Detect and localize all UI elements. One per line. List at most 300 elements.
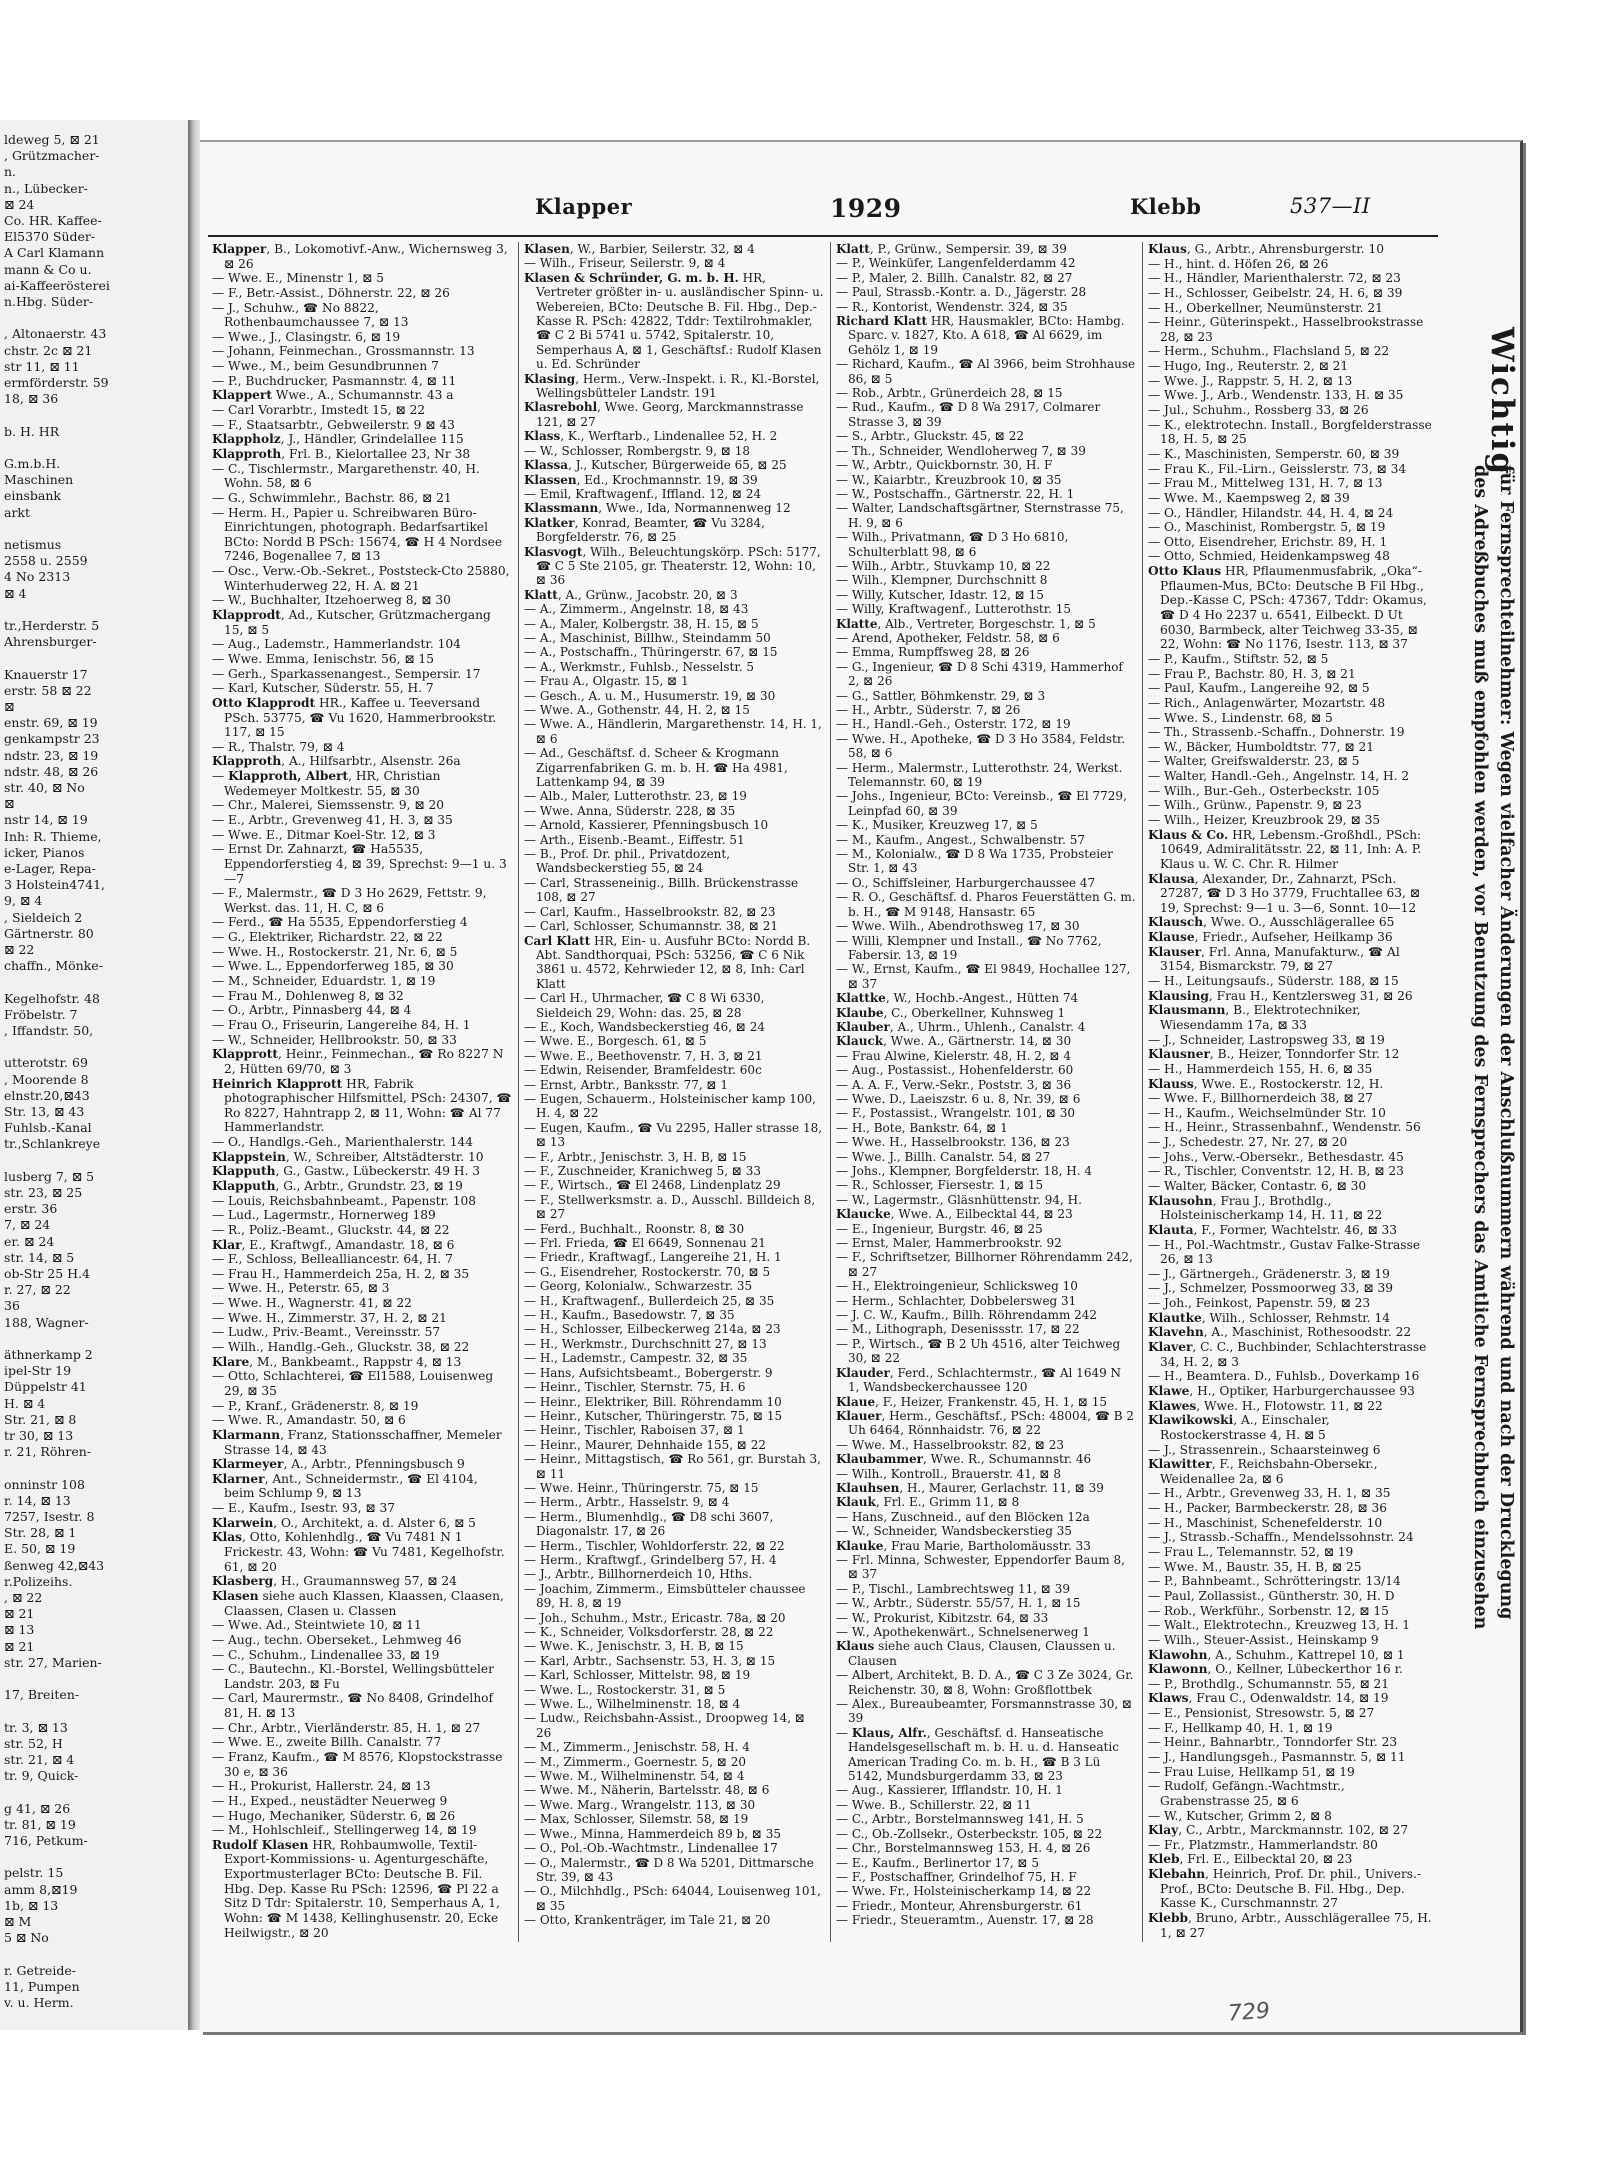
directory-entry: — M., Hohlschleif., Stellingerweg 14, ⊠ 19 [212,1823,477,1838]
directory-entry: — F., Zuschneider, Kranichweg 5, ⊠ 33 [524,1164,762,1178]
directory-entry: — Wwe., Minna, Hammerdeich 89 b, ⊠ 35 [524,1826,781,1841]
previous-page-line: , Moorende 8 [4,1071,89,1087]
directory-entry: — M., Schneider, Eduardstr. 1, ⊠ 19 [212,974,436,989]
previous-page-line: 3 Holstein4741, [4,877,106,893]
directory-entry: — H., Kraftwagenf., Bullerdeich 25, ⊠ 35 [524,1293,775,1308]
directory-entry: — Wwe. L., Rostockerstr. 31, ⊠ 5 [524,1682,726,1697]
previous-page-line: E. 50, ⊠ 19 [4,1541,76,1557]
directory-entry: — Wwe. E., Borgesch. 61, ⊠ 5 [524,1034,707,1049]
directory-entry: Klapputh, G., Arbtr., Grundstr. 23, ⊠ 19 [212,1179,463,1193]
directory-entry: — Wwe. E., zweite Billh. Canalstr. 77 [212,1735,442,1750]
directory-entry: — Wwe. A., Gothenstr. 44, H. 2, ⊠ 15 [524,703,750,717]
directory-entry: — W., Schneider, Wandsbeckerstieg 35 [836,1524,1072,1539]
directory-entry: — C., Tischlermstr., Margarethenstr. 40, H. Wohn. 58, ⊠ 6 [212,461,480,491]
previous-page-line: Kegelhofstr. 48 [4,990,100,1006]
directory-entry: — Frau L., Telemannstr. 52, ⊠ 19 [1148,1545,1354,1560]
directory-entry: — Joh., Schuhm., Mstr., Ericastr. 78a, ⊠ 20 [524,1610,786,1625]
directory-entry: — Friedr., Monteur, Ahrensburgerstr. 61 [836,1898,1083,1913]
directory-entry: — Joachim, Zimmerm., Eimsbütteler chaussee 89, H. 8, ⊠ 19 [524,1581,806,1611]
directory-entry: — Wwe. S., Lindenstr. 68, ⊠ 5 [1148,710,1333,725]
previous-page-line: äthnerkamp 2 [4,1347,93,1362]
directory-entry: — O., Pol.-Ob.-Wachtmstr., Lindenallee 17 [524,1841,778,1856]
directory-entry: — Frau Luise, Hellkamp 51, ⊠ 19 [1148,1764,1355,1779]
directory-entry: — Ernst, Arbtr., Banksstr. 77, ⊠ 1 [524,1077,728,1092]
previous-page-line: elnstr.20,⊠43 [4,1087,90,1103]
directory-entry: Klappholz, J., Händler, Grindelallee 115 [212,432,464,447]
previous-page-line: Inh: R. Thieme, [4,828,102,844]
directory-entry: — Eugen, Kaufm., ☎ Vu 2295, Haller strasse 18, ⊠ 13 [524,1120,823,1150]
directory-entry: — Carl, Kaufm., Hasselbrookstr. 82, ⊠ 23 [524,904,776,919]
book-gutter [188,120,200,2030]
previous-page-line: ⊠ 24 [4,196,35,212]
directory-entry: — C., Schuhm., Lindenallee 33, ⊠ 19 [212,1647,440,1662]
directory-entry: Klasrebohl, Wwe. Georg, Marckmannstrasse 121, ⊠ 27 [524,400,804,429]
directory-entry: — Klapproth, Albert, HR, Christian Wedemeyer Moltkestr. 55, ⊠ 30 [212,769,441,798]
directory-entry: — G., Schwimmlehr., Bachstr. 86, ⊠ 21 [212,490,452,505]
directory-entry: — Fr., Platzmstr., Hammerlandstr. 80 [1148,1837,1378,1852]
directory-entry: — O., Händler, Hilandstr. 44, H. 4, ⊠ 24 [1148,505,1394,520]
previous-page-line: n., Lübecker- [4,180,88,196]
directory-entry: — Wwe. M., Kaempsweg 2, ⊠ 39 [1148,490,1350,505]
directory-entry: Klausa, Alexander, Dr., Zahnarzt, PSch. 27287, ☎ D 3 Ho 3779, Fruchtallee 63, ⊠ 19, Sprechst: 9—1 u. 3—6, Sonnt. 10—12 [1148,871,1420,915]
entries-column-1 [212,242,512,1942]
previous-page-line: n. [4,164,17,180]
directory-entry: Klauder, Ferd., Schlachtermstr., ☎ Al 1649 N 1, Wandsbeckerchaussee 120 [836,1365,1122,1395]
directory-entry: — Wwe. R., Amandastr. 50, ⊠ 6 [212,1413,406,1428]
directory-entry: — J., Arbtr., Billhornerdeich 10, Hths. [524,1567,753,1582]
directory-entry: — Arnold, Kassierer, Pfenningsbusch 10 [524,818,769,833]
directory-entry: Klapprott, Heinr., Feinmechan., ☎ Ro 8227 N 2, Hütten 69/70, ⊠ 3 [212,1047,504,1076]
directory-entry: — Karl, Kutscher, Süderstr. 55, H. 7 [212,681,434,696]
directory-entry: Klarwein, O., Architekt, a. d. Alster 6, ⊠ 5 [212,1515,476,1530]
directory-entry: — Wilh., Friseur, Seilerstr. 9, ⊠ 4 [524,256,726,271]
previous-page-line: chaffn., Mönke- [4,958,103,974]
directory-entry: — Gerh., Sparkassenangest., Sempersir. 17 [212,666,481,681]
directory-entry: Klebahn, Heinrich, Prof. Dr. phil., Univers.-Prof., BCto: Deutsche B. Fil. Hbg., Dep. Kasse K., Curschmannstr. 27 [1148,1867,1422,1911]
directory-entry: — F., Hellkamp 40, H. 1, ⊠ 19 [1148,1720,1333,1735]
directory-entry: — O., Malermstr., ☎ D 8 Wa 5201, Dittmarsche Str. 39, ⊠ 43 [524,1855,814,1884]
directory-entry: — Johs., Ingenieur, BCto: Vereinsb., ☎ El 7729, Leinpfad 60, ⊠ 39 [836,789,1127,818]
directory-entry: — H., Handl.-Geh., Osterstr. 172, ⊠ 19 [836,717,1071,732]
previous-page-line: chstr. 2c ⊠ 21 [4,342,93,358]
directory-entry: — H., Schlosser, Eilbeckerweg 214a, ⊠ 23 [524,1322,781,1337]
directory-entry: — Wwe. J., Arb., Wendenstr. 133, H. ⊠ 35 [1148,388,1404,403]
directory-entry: — Herm. H., Papier u. Schreibwaren Büro-Einrichtungen, photograph. Bedarfsartikel BCto: Nordd B PSch: 15674, ☎ H 4 Nordsee 7246, Bogenallee 7, ⊠ 13 [212,505,503,564]
directory-entry: Klaubammer, Wwe. R., Schumannstr. 46 [836,1452,1092,1467]
previous-page-line: , Altonaerstr. 43 [4,326,107,342]
previous-page-line: 2558 u. 2559 [4,553,88,569]
directory-entry: — Friedr., Kraftwagf., Langereihe 21, H. 1 [524,1250,782,1265]
directory-entry: Klapproth, Frl. B., Kielortallee 23, Nr 38 [212,446,471,461]
directory-entry: — Walter, Landschaftsgärtner, Sternstrasse 75, H. 9, ⊠ 6 [836,501,1124,530]
directory-entry: — Wwe. H., Hasselbrookstr. 136, ⊠ 23 [836,1135,1070,1150]
directory-entry: — F., Staatsarbtr., Gebweilerstr. 9 ⊠ 43 [212,417,455,432]
directory-entry: Klauck, Wwe. A., Gärtnerstr. 14, ⊠ 30 [836,1034,1072,1049]
directory-entry: Klauber, A., Uhrm., Uhlenh., Canalstr. 4 [836,1019,1086,1034]
directory-entry: Klarner, Ant., Schneidermstr., ☎ El 4104, beim Schlump 9, ⊠ 13 [212,1471,478,1501]
previous-page-line: Knauerstr 17 [4,666,88,682]
directory-entry: — Wwe. A., Händlerin, Margarethenstr. 14, H. 1, ⊠ 6 [524,717,822,746]
directory-entry: — M., Zimmerm., Jenischstr. 58, H. 4 [524,1740,750,1755]
directory-entry: — Otto, Schlachterei, ☎ El1588, Louisenweg 29, ⊠ 35 [212,1369,494,1398]
directory-entry: Klasvogt, Wilh., Beleuchtungskörp. PSch: 5177, ☎ C 5 Ste 2105, gr. Theaterstr. 12, Wohn: 10, ⊠ 36 [524,544,821,588]
directory-entry: — Johs., Klempner, Borgfelderstr. 18, H. 4 [836,1164,1093,1178]
previous-page-line: r.Polizeihs. [4,1573,73,1589]
directory-entry: Klawitter, F., Reichsbahn-Obersekr., Weidenallee 2a, ⊠ 6 [1148,1457,1378,1486]
directory-entry: — Wwe. H., Zimmerstr. 37, H. 2, ⊠ 21 [212,1310,447,1325]
directory-entry: — Wilh., Klempner, Durchschnitt 8 [836,573,1048,588]
directory-entry: — Max, Schlosser, Silemstr. 58, ⊠ 19 [524,1812,749,1827]
column-divider [518,242,519,1942]
header-rule [208,235,1438,237]
directory-entry: Klasen & Schründer, G. m. b. H. HR, Vertreter größter in- u. ausländischer Spinn- u. Webereien, BCto: Deutsche B. Fil. Hbg., Dep.-Kasse R. PSch: 42822, Tddr: Textilrohmakler, ☎ C 2 Bi 5741 u. 5742, Spitalerstr. 10, Semperhaus A, ⊠ 1, Geschäftsf.: Rudolf Klasen u. Ed. Schründer [524,270,824,372]
previous-page-line: pelstr. 15 [4,1865,64,1881]
previous-page-line: ⊠ 21 [4,1606,35,1622]
directory-entry: — Herm., Blumenhdlg., ☎ D8 schi 3607, Diagonalstr. 17, ⊠ 26 [524,1509,774,1539]
directory-entry: Klatt, P., Grünw., Sempersir. 39, ⊠ 39 [836,242,1067,256]
directory-entry: — Heinr., Mittagstisch, ☎ Ro 561, gr. Burstah 3, ⊠ 11 [524,1452,821,1481]
entries-column-4 [1148,242,1438,1942]
directory-entry: — W., Postschaffn., Gärtnerstr. 22, H. 1 [836,486,1075,501]
directory-entry: — Ludw., Priv.-Beamt., Vereinsstr. 57 [212,1325,441,1340]
directory-entry: — Wwe. Anna, Süderstr. 228, ⊠ 35 [524,803,736,818]
directory-entry: — R., Tischler, Conventstr. 12, H. B, ⊠ 23 [1148,1164,1404,1179]
directory-entry: — Herm., Tischler, Wohldorferstr. 22, ⊠ 22 [524,1538,785,1553]
directory-entry: — W., Lagermstr., Gläsnhüttenstr. 94, H. [836,1192,1082,1207]
directory-entry: — Carl Vorarbtr., Imstedt 15, ⊠ 22 [212,403,426,418]
directory-entry: — P., Wirtsch., ☎ B 2 Uh 4516, alter Teichweg 30, ⊠ 22 [836,1336,1121,1366]
directory-entry: — Herm., Arbtr., Hasselstr. 9, ⊠ 4 [524,1495,730,1510]
directory-entry: — Frau A., Olgastr. 15, ⊠ 1 [524,674,689,689]
directory-entry: — Ad., Geschäftsf. d. Scheer & Krogmann Zigarrenfabriken G. m. b. H. ☎ Ha 4981, Lattenkamp 94, ⊠ 39 [524,746,788,790]
previous-page-line: Co. HR. Kaffee- [4,213,102,228]
directory-entry: — E., Pensionist, Stresowstr. 5, ⊠ 27 [1148,1706,1375,1721]
previous-page-line: str. 52, H [4,1735,63,1751]
directory-entry: — Frau Alwine, Kielerstr. 48, H. 2, ⊠ 4 [836,1048,1072,1063]
previous-page-line: ldeweg 5, ⊠ 21 [4,132,100,147]
directory-entry: Klapper, B., Lokomotivf.-Anw., Wichernsweg 3, ⊠ 26 [212,242,508,271]
directory-entry: — W., Kaiarbtr., Kreuzbrook 10, ⊠ 35 [836,472,1062,487]
previous-page-line: r. 21, Röhren- [4,1444,92,1460]
header-left-keyword: Klapper [535,194,633,219]
directory-entry: — Wwe. M., Baustr. 35, H. B, ⊠ 25 [1148,1559,1362,1574]
directory-entry: — Rob., Arbtr., Grünerdeich 28, ⊠ 15 [836,386,1063,401]
directory-entry: — H., Schlosser, Geibelstr. 24, H. 6, ⊠ 39 [1148,285,1403,300]
directory-entry: — Ludw., Reichsbahn-Assist., Droopweg 14, ⊠ 26 [524,1711,805,1740]
directory-entry: — Joh., Feinkost, Papenstr. 59, ⊠ 23 [1148,1296,1371,1311]
directory-entry: — G., Sattler, Böhmkenstr. 29, ⊠ 3 [836,688,1046,703]
previous-page-line: enstr. 69, ⊠ 19 [4,715,98,731]
directory-entry: — P., Brothdlg., Schumannstr. 55, ⊠ 21 [1148,1676,1390,1691]
directory-entry: — K., elektrotechn. Install., Borgfelderstrasse 18, H. 5, ⊠ 25 [1148,417,1432,447]
notice-line-2: des Adreßbuches muß empfohlen werden, vor Benutzung des Fernsprechers das Amtliche Fernsprechbuch einzusehen [1470,465,1490,1630]
previous-page-line: 17, Breiten- [4,1687,80,1703]
directory-entry: — Wilh., Heizer, Kreuzbrook 29, ⊠ 35 [1148,812,1381,827]
directory-entry: Klaucke, Wwe. A., Eilbecktal 44, ⊠ 23 [836,1207,1073,1222]
directory-entry: Klare, M., Bankbeamt., Rappstr 4, ⊠ 13 [212,1354,462,1369]
directory-entry: — Frau M., Dohlenweg 8, ⊠ 32 [212,988,404,1003]
directory-entry: — Wwe. M., Hasselbrookstr. 82, ⊠ 23 [836,1437,1064,1452]
directory-entry: — M., Zimmerm., Goernestr. 5, ⊠ 20 [524,1754,747,1769]
directory-entry: Klaws, Frau C., Odenwaldstr. 14, ⊠ 19 [1148,1691,1389,1706]
previous-page-line: 7, ⊠ 24 [4,1217,51,1233]
directory-entry: — Wwe. Ad., Steintwiete 10, ⊠ 11 [212,1618,422,1633]
directory-entry: — Herm., Malermstr., Lutterothstr. 24, Werkst. Telemannstr. 60, ⊠ 19 [836,760,1123,790]
directory-entry: Klattke, W., Hochb.-Angest., Hütten 74 [836,991,1079,1006]
column-divider [830,242,831,1942]
directory-entry: — F., Malermstr., ☎ D 3 Ho 2629, Fettstr. 9, Werkst. das. 11, H. C, ⊠ 6 [212,886,487,915]
previous-page-line: n.Hbg. Süder- [4,294,94,309]
directory-entry: — Wwe. Wilh., Abendrothsweg 17, ⊠ 30 [836,919,1080,934]
directory-entry: — M., Lithograph, Desenissstr. 17, ⊠ 22 [836,1322,1080,1337]
previous-page-line: 5 ⊠ No [4,1930,49,1946]
directory-entry: Klaus, G., Arbtr., Ahrensburgerstr. 10 [1148,242,1384,256]
directory-entry: — W., Kutscher, Grimm 2, ⊠ 8 [1148,1808,1332,1823]
directory-entry: Klasberg, H., Graumannsweg 57, ⊠ 24 [212,1574,457,1589]
directory-entry: — Karl, Arbtr., Sachsenstr. 53, H. 3, ⊠ 15 [524,1653,776,1668]
previous-page-line: , Iffandstr. 50, [4,1023,94,1038]
directory-entry: — Otto, Krankenträger, im Tale 21, ⊠ 20 [524,1913,771,1928]
directory-entry: — Carl H., Uhrmacher, ☎ C 8 Wi 6330, Sieldeich 29, Wohn: das. 25, ⊠ 28 [524,991,765,1020]
directory-entry: — Rich., Anlagenwärter, Mozartstr. 48 [1148,695,1386,710]
directory-entry: Klasen siehe auch Klassen, Klaassen, Claasen, Claassen, Clasen u. Classen [212,1588,504,1618]
directory-entry: — Heinr., Bahnarbtr., Tonndorfer Str. 23 [1148,1735,1398,1750]
notice-line-1: für Fernsprechteilnehmer: Wegen vielfacher Änderungen der Anschlußnummern während und nach der Drucklegung [1496,465,1516,1620]
directory-entry: — H., Exped., neustädter Neuerweg 9 [212,1793,448,1808]
directory-entry: Klassa, J., Kutscher, Bürgerweide 65, ⊠ 25 [524,458,787,473]
directory-entry: Otto Klaus HR, Pflaumenmusfabrik, „Oka“-Pflaumen-Mus, BCto: Deutsche B Fil Hbg., Dep.-Kasse C, PSch: 47367, Tddr: Okamus, ☎ D 4 Ho 2237 u. 6541, Eilbeckt. D Ut 6030, Barmbeck, alter Teichweg 33-35, ⊠ 22, Wohn: ☎ No 1176, Isestr. 113, ⊠ 37 [1148,564,1427,652]
directory-entry: — Hans, Aufsichtsbeamt., Bobergerstr. 9 [524,1365,773,1380]
directory-entry: — Wwe., M., beim Gesundbrunnen 7 [212,359,439,374]
header-year: 1929 [830,194,902,223]
directory-entry: — Frau P., Bachstr. 80, H. 3, ⊠ 21 [1148,666,1356,681]
previous-page-line: nstr 14, ⊠ 19 [4,812,88,828]
directory-entry: — A., Zimmerm., Angelnstr. 18, ⊠ 43 [524,602,749,617]
directory-entry: — Wwe. Marg., Wrangelstr. 113, ⊠ 30 [524,1797,756,1812]
previous-page-line: , ⊠ 22 [4,1590,43,1605]
directory-entry: — O., Maschinist, Rombergstr. 5, ⊠ 19 [1148,520,1386,535]
previous-page-line: 7257, Isestr. 8 [4,1509,95,1524]
directory-entry: Klautke, Wilh., Schlosser, Rehmstr. 14 [1148,1310,1391,1325]
directory-entry: — H., Arbtr., Süderstr. 7, ⊠ 26 [836,703,1021,717]
directory-entry: — P., Kranf., Grädenerstr. 8, ⊠ 19 [212,1398,419,1413]
directory-entry: Klawonn, O., Kellner, Lübeckerthor 16 r. [1148,1662,1403,1677]
previous-page-line: A Carl Klamann [4,245,105,261]
directory-entry: — C., Bautechn., Kl.-Borstel, Wellingsbütteler Landstr. 203, ⊠ Fu [212,1662,494,1691]
directory-entry: — Rudolf, Gefängn.-Wachtmstr., Grabenstrasse 25, ⊠ 6 [1148,1779,1345,1808]
directory-entry: — Wwe. K., Jenischstr. 3, H. B, ⊠ 15 [524,1639,744,1654]
previous-page-line: ermförderstr. 59 [4,375,109,390]
directory-entry: — Frau K., Fil.-Lirn., Geisslerstr. 73, ⊠ 34 [1148,461,1407,476]
directory-entry: — G., Eisendreher, Rostockerstr. 70, ⊠ 5 [524,1264,771,1279]
directory-entry: Klausmann, B., Elektrotechniker, Wiesendamm 17a, ⊠ 33 [1148,1003,1361,1032]
directory-entry: — H., Beamtera. D., Fuhlsb., Doverkamp 16 [1148,1369,1420,1384]
directory-entry: — A., Maler, Kolbergstr. 38, H. 15, ⊠ 5 [524,616,759,631]
directory-entry: — Th., Strassenb.-Schaffn., Dohnerstr. 19 [1148,725,1405,740]
previous-page-line: icker, Pianos [4,844,85,860]
directory-entry: Klar, E., Kraftwgf., Amandastr. 18, ⊠ 6 [212,1237,455,1252]
directory-entry: Klause, Friedr., Aufseher, Heilkamp 36 [1148,930,1393,945]
directory-entry: — F., Arbtr., Jenischstr. 3, H. B, ⊠ 15 [524,1149,747,1164]
directory-entry: — O., Handlgs.-Geh., Marienthalerstr. 144 [212,1135,473,1150]
directory-entry: — R., Kontorist, Wendenstr. 324, ⊠ 35 [836,299,1068,314]
directory-entry: — Hugo, Ing., Reuterstr. 2, ⊠ 21 [1148,359,1349,374]
previous-page-line: Str. 13, ⊠ 43 [4,1104,85,1119]
directory-entry: — P., Buchdrucker, Pasmannstr. 4, ⊠ 11 [212,373,457,388]
previous-page-line: ⊠ [4,699,15,714]
directory-entry: Klarmann, Franz, Stationsschaffner, Memeler Strasse 14, ⊠ 43 [212,1427,502,1457]
directory-entry: Richard Klatt HR, Hausmakler, BCto: Hambg. Sparc. v. 1827, Kto. A 618, ☎ Al 6629, im Gehölz 1, ⊠ 19 [836,314,1125,357]
directory-entry: — Wwe. H., Rostockerstr. 21, Nr. 6, ⊠ 5 [212,944,458,959]
page-header [200,194,1520,224]
directory-entry: — E., Ingenieur, Burgstr. 46, ⊠ 25 [836,1221,1043,1236]
directory-entry: — Otto, Schmied, Heidenkampsweg 48 [1148,549,1390,564]
directory-entry: Klapprodt, Ad., Kutscher, Grützmachergang 15, ⊠ 5 [212,608,491,637]
previous-page-line: Str. 28, ⊠ 1 [4,1525,77,1541]
directory-entry: — Frau O., Friseurin, Langereihe 84, H. 1 [212,1017,471,1032]
directory-entry: — Wwe. L., Eppendorferweg 185, ⊠ 30 [212,959,454,974]
previous-page-line: ⊠ 21 [4,1638,35,1654]
directory-entry: — Emma, Rumpffsweg 28, ⊠ 26 [836,645,1030,660]
directory-entry: — G., Elektriker, Richardstr. 22, ⊠ 22 [212,930,443,945]
directory-entry: — Wilh., Arbtr., Stuvkamp 10, ⊠ 22 [836,558,1051,573]
directory-entry: — Wwe. M., Wilhelminenstr. 54, ⊠ 4 [524,1769,745,1784]
previous-page-line: einsbank [4,488,61,504]
directory-entry: Klawikowski, A., Einschaler, Rostockerstrasse 4, H. ⊠ 5 [1148,1413,1330,1442]
directory-entry: — Wwe. Emma, Ienischstr. 56, ⊠ 15 [212,651,434,666]
previous-page-line: utterotstr. 69 [4,1055,88,1071]
directory-entry: — Frl. Minna, Schwester, Eppendorfer Baum 8, ⊠ 37 [836,1552,1125,1582]
directory-entry: — Karl, Schlosser, Mittelstr. 98, ⊠ 19 [524,1668,751,1683]
vertical-notice [1448,327,1520,1717]
entries-column-2 [524,242,824,1942]
directory-entry: — Wwe. Heinr., Thüringerstr. 75, ⊠ 15 [524,1480,759,1495]
directory-entry: — Johann, Feinmechan., Grossmannstr. 13 [212,344,475,359]
directory-entry: — Alex., Bureaubeamter, Forsmannstrasse 30, ⊠ 39 [836,1697,1133,1726]
directory-entry: Carl Klatt HR, Ein- u. Ausfuhr BCto: Nordd B. Abt. Sandthorquai, PSch: 53256, ☎ C 6 Nik 3861 u. 4572, Kehrwieder 12, ⊠ 8, Inh: Carl Klatt [524,933,811,991]
previous-page-line: r. Getreide- [4,1962,76,1978]
previous-page-line: Str. 21, ⊠ 8 [4,1411,77,1427]
directory-entry: — Ferd., Buchhalt., Roonstr. 8, ⊠ 30 [524,1221,745,1236]
directory-entry: — Wwe. D., Laeiszstr. 6 u. 8, Nr. 39, ⊠ 6 [836,1091,1081,1106]
directory-entry: — Heinr., Elektriker, Bill. Röhrendamm 10 [524,1394,782,1409]
previous-page-line: str. 23, ⊠ 25 [4,1185,83,1200]
previous-page-line: , Grützmacher- [4,148,100,164]
directory-entry: — W., Prokurist, Kibitzstr. 64, ⊠ 33 [836,1610,1049,1625]
directory-entry: — H., Elektroingenieur, Schlicksweg 10 [836,1279,1078,1294]
directory-entry: Klappert Wwe., A., Schumannstr. 43 a [212,388,454,403]
directory-entry: — Wilh., Bur.-Geh., Osterbeckstr. 105 [1148,783,1380,798]
directory-entry: — O., Schiffsleiner, Harburgerchaussee 47 [836,875,1096,890]
directory-entry: — Albert, Architekt, B. D. A., ☎ C 3 Ze 3024, Gr. Reichenstr. 30, ⊠ 8, Wohn: Großflottbek [836,1668,1134,1697]
previous-page-line: 1b, ⊠ 13 [4,1897,59,1913]
directory-entry: Klaue, F., Heizer, Frankenstr. 45, H. 1, ⊠ 15 [836,1394,1107,1409]
directory-entry: Klapproth, A., Hilfsarbtr., Alsenstr. 26a [212,754,461,769]
previous-page-line: ipel-Str 19 [4,1363,72,1379]
previous-page-line: 36 [4,1298,20,1314]
directory-entry: — Wwe. F., Billhornerdeich 38, ⊠ 27 [1148,1091,1374,1106]
directory-entry: — J., Schedestr. 27, Nr. 27, ⊠ 20 [1148,1135,1348,1150]
directory-entry: Klauss, Wwe. E., Rostockerstr. 12, H. [1148,1076,1384,1091]
directory-entry: — H., Heinr., Strassenbahnf., Wendenstr. 56 [1148,1120,1421,1135]
previous-page-line: ßenweg 42,⊠43 [4,1557,105,1573]
previous-page-line: ndstr. 23, ⊠ 19 [4,747,99,763]
directory-entry: — H., Händler, Marienthalerstr. 72, ⊠ 23 [1148,271,1401,286]
previous-page-line: 9, ⊠ 4 [4,893,43,909]
directory-entry: — Wwe. E., Minenstr 1, ⊠ 5 [212,271,384,286]
previous-page-line: arkt [4,504,31,520]
previous-page-line: ai-Kaffeerösterei [4,277,110,293]
directory-entry: — Jul., Schuhm., Rossberg 33, ⊠ 26 [1148,403,1369,418]
directory-entry: — A., Werkmstr., Fuhlsb., Nesselstr. 5 [524,659,755,674]
directory-entry: — H., Kaufm., Weichselmünder Str. 10 [1148,1105,1386,1120]
directory-entry: — B., Prof. Dr. phil., Privatdozent, Wandsbeckerstieg 55, ⊠ 24 [524,847,731,876]
directory-entry: — H., Arbtr., Grevenweg 33, H. 1, ⊠ 35 [1148,1486,1391,1501]
directory-entry: Klawohn, A., Schuhm., Kattrepel 10, ⊠ 1 [1148,1647,1405,1662]
directory-entry: Klasing, Herm., Verw.-Inspekt. i. R., Kl.-Borstel, Wellingsbütteler Landstr. 191 [524,371,820,401]
directory-entry: Klay, C., Arbtr., Marckmannstr. 102, ⊠ 27 [1148,1823,1409,1838]
directory-entry: — K., Schneider, Volksdorferstr. 28, ⊠ 22 [524,1625,774,1639]
directory-entry: — Th., Schneider, Wendloherweg 7, ⊠ 39 [836,443,1086,458]
directory-entry: — F., Stellwerksmstr. a. D., Ausschl. Billdeich 8, ⊠ 27 [524,1192,816,1222]
directory-entry: — F., Postassist., Wrangelstr. 101, ⊠ 30 [836,1106,1075,1121]
directory-entry: — J., Strassenrein., Schaarsteinweg 6 [1148,1442,1381,1457]
directory-entry: — Otto, Eisendreher, Erichstr. 89, H. 1 [1148,534,1388,549]
directory-entry: — Chr., Arbtr., Vierländerstr. 85, H. 1, ⊠ 27 [212,1720,481,1735]
directory-entry: — Wwe. Fr., Holsteinischerkamp 14, ⊠ 22 [836,1884,1092,1899]
directory-entry: Klauer, Herm., Geschäftsf., PSch: 48004, ☎ B 2 Uh 6464, Rönnhaidstr. 76, ⊠ 22 [836,1408,1134,1438]
previous-page-line: ⊠ 13 [4,1622,35,1638]
directory-entry: — Heinr., Tischler, Raboisen 37, ⊠ 1 [524,1423,745,1438]
directory-entry: Klass, K., Werftarb., Lindenallee 52, H. 2 [524,429,778,444]
directory-entry: — F., Schloss, Bellealliancestr. 64, H. 7 [212,1252,453,1267]
directory-entry: — Herm., Schlachter, Dobbelersweg 31 [836,1293,1077,1308]
directory-entry: — Edwin, Reisender, Bramfeldestr. 60c [524,1063,762,1078]
previous-page-line: 18, ⊠ 36 [4,391,59,407]
directory-entry: Klauta, F., Former, Wachtelstr. 46, ⊠ 33 [1148,1222,1398,1237]
directory-entry: Klausing, Frau H., Kentzlersweg 31, ⊠ 26 [1148,988,1413,1003]
directory-entry: Klauk, Frl. E., Grimm 11, ⊠ 8 [836,1495,1020,1510]
previous-page-line: Fuhlsb.-Kanal [4,1120,92,1136]
directory-entry: — Walter, Bäcker, Contastr. 6, ⊠ 30 [1148,1179,1367,1193]
directory-entry: Klawes, Wwe. H., Flotowstr. 11, ⊠ 22 [1148,1398,1383,1413]
directory-entry: Klebb, Bruno, Arbtr., Ausschlägerallee 75, H. 1, ⊠ 27 [1148,1911,1432,1940]
directory-entry: — F., Betr.-Assist., Döhnerstr. 22, ⊠ 26 [212,285,450,300]
previous-page-line: 11, Pumpen [4,1978,80,1994]
directory-entry: — C., Ob.-Zollsekr., Osterbeckstr. 105, ⊠ 22 [836,1826,1103,1841]
previous-page-line: El5370 Süder- [4,229,96,245]
directory-entry: — K., Maschinisten, Semperstr. 60, ⊠ 39 [1148,446,1400,461]
directory-entry: — A., Maschinist, Billhw., Steindamm 50 [524,630,771,645]
directory-entry: Klauser, Frl. Anna, Manufakturw., ☎ Al 3154, Bismarckstr. 79, ⊠ 27 [1148,944,1400,974]
previous-page-line: r. 27, ⊠ 22 [4,1282,71,1298]
directory-entry: — P., Weinküfer, Langenfelderdamm 42 [836,256,1076,271]
previous-page-line: 716, Petkum- [4,1833,88,1848]
directory-entry: — Frl. Frieda, ☎ El 6649, Sonnenau 21 [524,1236,766,1251]
directory-entry: — W., Buchhalter, Itzehoerweg 8, ⊠ 30 [212,593,451,608]
directory-entry: — Carl, Schlosser, Schumannstr. 38, ⊠ 21 [524,919,779,934]
directory-entry: — Richard, Kaufm., ☎ Al 3966, beim Strohhause 86, ⊠ 5 [836,357,1136,386]
column-divider [1142,242,1143,1942]
previous-page-line: tr. 3, ⊠ 13 [4,1719,68,1735]
directory-entry: — Emil, Kraftwagenf., Iffland. 12, ⊠ 24 [524,486,762,501]
directory-entry: Klatt, A., Grünw., Jacobstr. 20, ⊠ 3 [524,587,738,602]
previous-page-line: Düppelstr 41 [4,1379,87,1395]
directory-entry: — J., Schuhw., ☎ No 8822, Rothenbaumchaussee 7, ⊠ 13 [212,300,409,330]
directory-entry: — G., Ingenieur, ☎ D 8 Schi 4319, Hammerhof 2, ⊠ 26 [836,659,1123,689]
directory-entry: — Willy, Kraftwagenf., Lutterothstr. 15 [836,602,1072,617]
directory-entry: Kleb, Frl. E., Eilbecktal 20, ⊠ 23 [1148,1852,1353,1867]
